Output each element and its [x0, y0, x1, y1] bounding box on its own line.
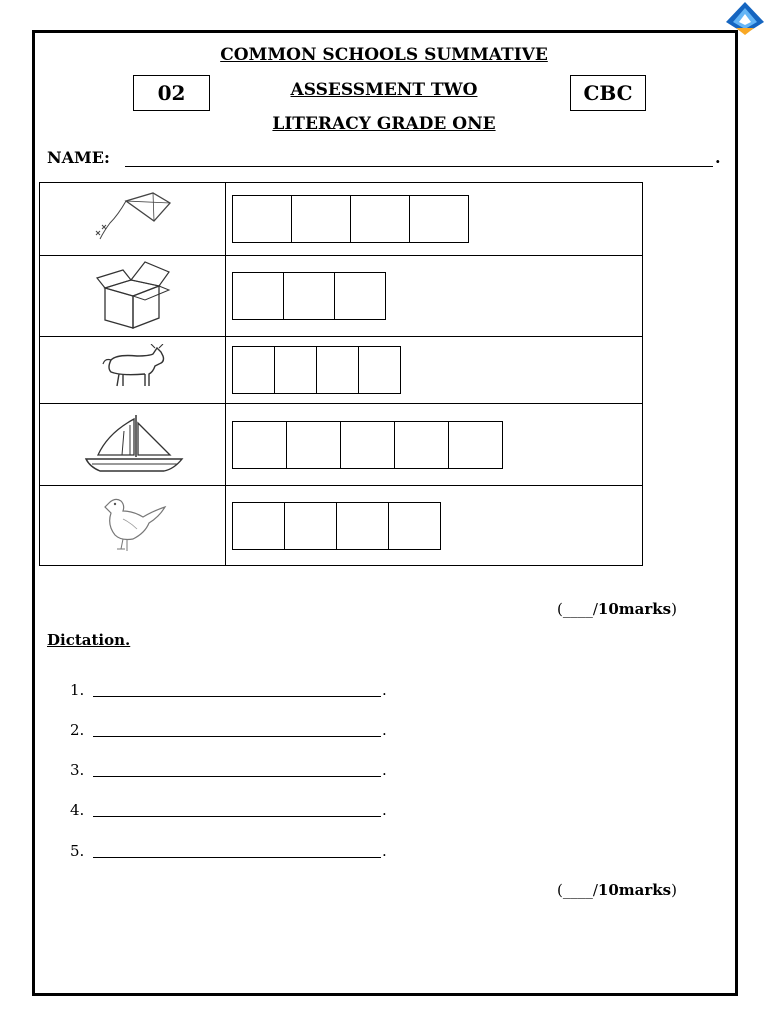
dictation-end-mark: . — [382, 761, 387, 779]
letter-box[interactable] — [340, 421, 395, 469]
dictation-end-mark: . — [382, 842, 387, 860]
letter-box[interactable] — [334, 272, 386, 320]
marks-close: ) — [671, 600, 677, 618]
letter-box[interactable] — [350, 195, 410, 243]
dictation-answer-line[interactable] — [93, 696, 381, 697]
marks-open: (____/ — [557, 600, 598, 618]
dictation-number: 1. — [70, 681, 85, 699]
dictation-number: 2. — [70, 721, 85, 739]
picture-cell — [40, 486, 226, 566]
picture-cell — [40, 404, 226, 486]
curriculum-box: CBC — [570, 75, 646, 111]
letter-box-cell — [226, 256, 643, 337]
marks-open: (____/ — [557, 881, 598, 899]
dictation-answer-line[interactable] — [93, 816, 381, 817]
letter-box[interactable] — [286, 421, 341, 469]
letter-box[interactable] — [409, 195, 469, 243]
letter-box[interactable] — [232, 421, 287, 469]
marks-value: 10marks — [597, 881, 672, 899]
letter-boxes — [226, 502, 642, 550]
paper-code-box: 02 — [133, 75, 210, 111]
kite-icon — [88, 187, 178, 247]
table-row — [40, 404, 643, 486]
box-icon — [93, 258, 173, 330]
name-input-line[interactable] — [125, 166, 713, 167]
letter-box[interactable] — [232, 346, 275, 394]
dictation-heading: Dictation. — [47, 631, 131, 649]
dictation-end-mark: . — [382, 681, 387, 699]
letter-box[interactable] — [388, 502, 441, 550]
letter-box[interactable] — [232, 502, 285, 550]
letter-box[interactable] — [232, 195, 292, 243]
picture-cell — [40, 256, 226, 337]
letter-box[interactable] — [358, 346, 401, 394]
table-row — [40, 337, 643, 404]
letter-box-cell — [226, 183, 643, 256]
letter-box[interactable] — [394, 421, 449, 469]
dictation-number: 5. — [70, 842, 85, 860]
table-row — [40, 486, 643, 566]
letter-box-cell — [226, 404, 643, 486]
dictation-end-mark: . — [382, 801, 387, 819]
letter-box[interactable] — [316, 346, 359, 394]
letter-boxes — [226, 421, 642, 469]
dictation-answer-line[interactable] — [93, 736, 381, 737]
picture-spelling-table — [39, 182, 643, 566]
dictation-number: 4. — [70, 801, 85, 819]
marks-close: ) — [671, 881, 677, 899]
letter-box-cell — [226, 337, 643, 404]
name-end-mark: . — [715, 148, 721, 167]
letter-boxes — [226, 272, 642, 320]
letter-box[interactable] — [336, 502, 389, 550]
marks-section-two — [557, 881, 677, 899]
letter-box-cell — [226, 486, 643, 566]
letter-box[interactable] — [448, 421, 503, 469]
name-label: NAME: — [47, 148, 110, 167]
letter-box[interactable] — [274, 346, 317, 394]
dictation-answer-line[interactable] — [93, 857, 381, 858]
picture-cell — [40, 183, 226, 256]
subject-title: LITERACY GRADE ONE — [272, 114, 496, 134]
exam-title: COMMON SCHOOLS SUMMATIVE — [220, 45, 548, 65]
bird-icon — [93, 493, 173, 555]
letter-box[interactable] — [283, 272, 335, 320]
table-row — [40, 183, 643, 256]
table-row — [40, 256, 643, 337]
assessment-title: ASSESSMENT TWO — [290, 80, 478, 100]
dictation-number: 3. — [70, 761, 85, 779]
marks-value: 10marks — [597, 600, 672, 618]
picture-cell — [40, 337, 226, 404]
letter-box[interactable] — [284, 502, 337, 550]
dictation-answer-line[interactable] — [93, 776, 381, 777]
marks-section-one — [557, 600, 677, 618]
letter-box[interactable] — [291, 195, 351, 243]
letter-box[interactable] — [232, 272, 284, 320]
letter-boxes — [226, 195, 642, 243]
dictation-end-mark: . — [382, 721, 387, 739]
boat-icon — [78, 411, 188, 475]
letter-boxes — [226, 346, 642, 394]
goat-icon — [97, 344, 169, 392]
